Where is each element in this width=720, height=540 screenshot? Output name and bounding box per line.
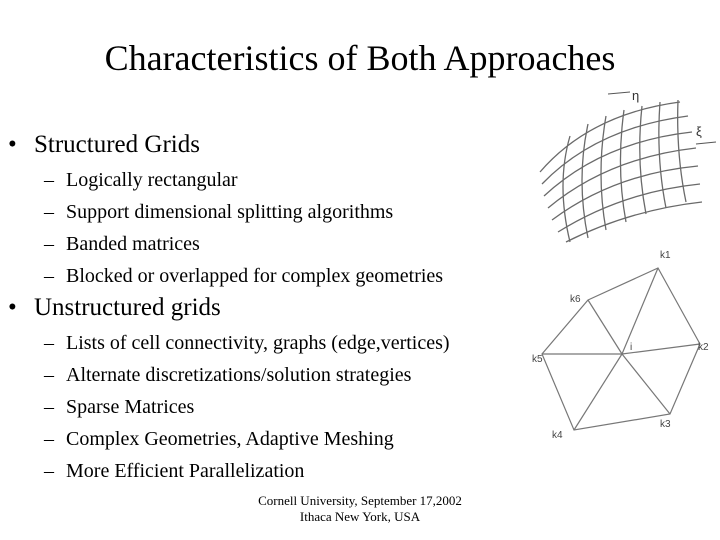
footer-line-2: Ithaca New York, USA	[299, 509, 421, 524]
node-label-k6: k6	[570, 294, 581, 305]
node-label-center: i	[630, 342, 633, 353]
slide-title: Characteristics of Both Approaches	[104, 38, 616, 78]
bullet-unstructured-grids	[8, 293, 221, 323]
eta-label: η	[632, 88, 640, 103]
bullet-label: Structured Grids	[34, 131, 200, 158]
list-item: – Lists of cell connectivity, graphs (edge,vertices)	[44, 332, 450, 354]
xi-arrow	[696, 142, 716, 144]
list-item: – Blocked or overlapped for complex geometries	[44, 265, 444, 287]
bullet-label: Unstructured grids	[34, 294, 221, 321]
structured-grid-figure	[530, 84, 720, 244]
bullet-structured-grids	[8, 130, 200, 160]
list-item: – Sparse Matrices	[44, 396, 195, 418]
list-item: – Complex Geometries, Adaptive Meshing	[44, 428, 394, 450]
grid-lines	[540, 100, 702, 242]
eta-arrow	[608, 92, 630, 94]
unstructured-grids-sublist	[44, 327, 450, 487]
node-label-k1: k1	[660, 250, 671, 261]
list-item: – Logically rectangular	[44, 169, 238, 191]
node-label-k5: k5	[532, 354, 543, 365]
node-label-k4: k4	[552, 430, 563, 441]
bullet-dot: •	[8, 131, 17, 158]
mesh-edges	[542, 268, 700, 430]
footer	[210, 493, 510, 525]
node-label-k3: k3	[660, 419, 671, 430]
list-item: – More Efficient Parallelization	[44, 460, 305, 482]
bullet-dot: •	[8, 294, 17, 321]
xi-label: ξ	[696, 124, 702, 139]
footer-line-1: Cornell University, September 17,2002	[258, 493, 462, 508]
list-item: – Support dimensional splitting algorithms	[44, 201, 394, 223]
list-item: – Banded matrices	[44, 233, 200, 255]
node-label-k2: k2	[698, 342, 709, 353]
unstructured-grid-figure	[530, 244, 720, 450]
list-item: – Alternate discretizations/solution strategies	[44, 364, 412, 386]
structured-grids-sublist	[44, 164, 443, 292]
